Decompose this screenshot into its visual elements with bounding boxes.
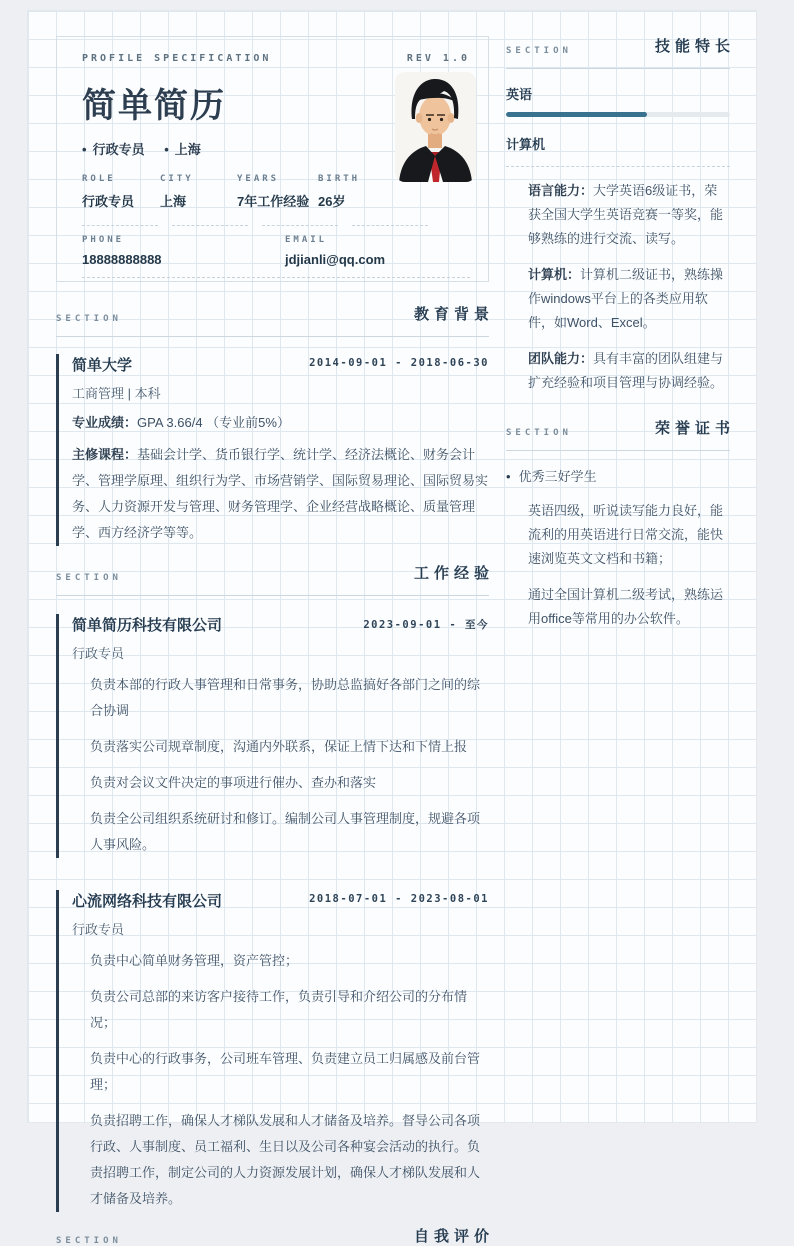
skill-item — [528, 179, 730, 251]
dashed-divider — [82, 277, 470, 278]
meta-years-label: YEARS — [237, 174, 280, 184]
degree-line: 工商管理 | 本科 — [72, 386, 161, 401]
education-date: 2014-09-01 - 2018-06-30 — [309, 357, 489, 369]
profile-kicker: PROFILE SPECIFICATION — [82, 53, 272, 64]
email-block — [285, 235, 488, 267]
duty-item: 负责全公司组织系统研讨和修订。编制公司人事管理制度，规避各项人事风险。 — [90, 811, 481, 852]
duty-item: 负责对会议文件决定的事项进行催办、查办和落实 — [90, 775, 377, 790]
section-label: SECTION — [506, 428, 572, 438]
meta-city-value: 上海 — [160, 194, 187, 209]
duty-list — [72, 948, 489, 1212]
right-column — [506, 11, 735, 631]
skill-bar-name: 英语 — [506, 87, 533, 102]
duty-item: 负责招聘工作，确保人才梯队发展和人才储备及培养。督导公司各项行政、人事制度、员工福利、生日以及公司各种宴会活动的执行。负责招聘工作，制定公司的人力资源发展计划，确保人才梯队发展和人才储备及培养。 — [90, 1113, 481, 1206]
section-header-education — [56, 303, 494, 337]
work-entry — [56, 614, 489, 858]
bullet-icon: • — [506, 469, 511, 484]
duty-list — [72, 672, 489, 858]
job-title: 行政专员 — [72, 922, 125, 937]
honor-bullet-item — [506, 466, 730, 485]
courses-value: 基础会计学、货币银行学、统计学、经济法概论、财务会计学、管理学原理、组织行为学、市场营销学、国际贸易理论、国际贸易实务、人力资源开发与管理、财务管理学、企业经营战略概论、质量管理学、西方经济学等等。 — [72, 447, 489, 540]
duty-item: 负责中心的行政事务，公司班车管理、负责建立员工归属感及前台管理； — [90, 1051, 481, 1092]
meta-city-label: CITY — [160, 174, 194, 184]
company-name: 简单简历科技有限公司 — [72, 617, 223, 634]
gpa-line — [72, 410, 489, 436]
meta-birth-value: 26岁 — [318, 194, 346, 209]
meta-role — [82, 174, 160, 210]
tag-city: 上海 — [174, 142, 201, 157]
skill-item-text: 大学英语6级证书，荣获全国大学生英语竞赛一等奖，能够熟练的进行交流、读写。 — [528, 183, 724, 246]
profile-card — [56, 36, 489, 282]
left-column — [56, 11, 494, 1246]
avatar — [395, 72, 476, 182]
phone-block — [82, 235, 285, 267]
skill-item-label: 计算机： — [528, 267, 581, 282]
contact-row — [82, 235, 488, 267]
work-entry-head — [72, 890, 489, 911]
school-name: 简单大学 — [72, 357, 133, 374]
job-title: 行政专员 — [72, 646, 125, 661]
meta-birth — [318, 174, 396, 210]
work-date: 2018-07-01 - 2023-08-01 — [309, 893, 489, 905]
honor-paragraph: 通过全国计算机二级考试，熟练运用office等常用的办公软件。 — [528, 587, 724, 626]
section-header-skills — [506, 35, 735, 69]
section-title-skills: 技能特长 — [654, 38, 735, 55]
section-header-honors — [506, 417, 735, 451]
meta-birth-label: BIRTH — [318, 174, 361, 184]
section-label: SECTION — [56, 573, 122, 583]
skill-item-text: 具有丰富的团队组建与扩充经验和项目管理与协调经验。 — [528, 351, 724, 390]
skill-progress-track — [506, 112, 730, 117]
work-date: 2023-09-01 - 至今 — [363, 619, 489, 631]
duty-item: 负责中心简单财务管理，资产管控； — [90, 953, 299, 968]
skill-item — [528, 263, 730, 335]
work-entry-head — [72, 614, 489, 635]
section-title-honors: 荣誉证书 — [654, 420, 735, 437]
meta-years — [237, 174, 318, 210]
kicker-row — [57, 37, 488, 64]
resume-paper — [27, 10, 757, 1246]
meta-role-value: 行政专员 — [82, 194, 135, 209]
candidate-name: 简单简历 — [82, 87, 226, 125]
meta-role-label: ROLE — [82, 174, 116, 184]
education-entry — [56, 354, 489, 546]
gpa-label: 专业成绩： — [72, 415, 138, 430]
courses-line — [72, 442, 489, 546]
honor-bullet-text: 优秀三好学生 — [518, 469, 597, 484]
skill-item-label: 团队能力： — [528, 351, 594, 366]
section-title-self-evaluation: 自我评价 — [413, 1228, 494, 1245]
bullet-icon: • — [82, 142, 87, 157]
bullet-icon: • — [164, 142, 169, 157]
section-label: SECTION — [56, 314, 122, 324]
meta-city — [160, 174, 237, 210]
section-header-work — [56, 562, 494, 596]
duty-item: 负责落实公司规章制度，沟通内外联系，保证上情下达和下情上报 — [90, 739, 468, 754]
section-title-work: 工作经验 — [413, 565, 494, 582]
education-entry-head — [72, 354, 489, 375]
skill-sub-label: 计算机 — [506, 137, 546, 152]
company-name: 心流网络科技有限公司 — [72, 893, 223, 910]
section-header-self-evaluation — [56, 1225, 494, 1246]
dashed-divider — [82, 225, 428, 226]
meta-years-value: 7年工作经验 — [237, 194, 310, 209]
duty-item: 负责公司总部的来访客户接待工作，负责引导和介绍公司的分布情况； — [90, 989, 468, 1030]
section-title-education: 教育背景 — [413, 306, 494, 323]
email-label: EMAIL — [285, 235, 328, 245]
phone-label: PHONE — [82, 235, 125, 245]
skill-item-text: 计算机二级证书，熟练操作windows平台上的各类应用软件，如Word、Excel。 — [528, 267, 724, 330]
duty-item: 负责本部的行政人事管理和日常事务，协助总监搞好各部门之间的综合协调 — [90, 677, 481, 718]
rev-badge: REV 1.0 — [406, 53, 470, 64]
section-label: SECTION — [56, 1236, 122, 1246]
skill-item — [528, 347, 730, 395]
avatar-illustration — [395, 72, 476, 182]
phone-value: 18888888888 — [82, 252, 162, 267]
email-value: jdjianli@qq.com — [285, 252, 386, 267]
honor-paragraph: 英语四级，听说读写能力良好，能流利的用英语进行日常交流，能快速浏览英文文档和书籍； — [528, 503, 724, 566]
courses-label: 主修课程： — [72, 447, 138, 462]
tag-role: 行政专员 — [92, 142, 145, 157]
dashed-divider — [506, 166, 730, 167]
section-label: SECTION — [506, 46, 572, 56]
skill-progress-fill — [506, 112, 647, 117]
skill-item-label: 语言能力： — [528, 183, 594, 198]
gpa-value: GPA 3.66/4 （专业前5%） — [137, 415, 290, 430]
work-entry — [56, 890, 489, 1212]
